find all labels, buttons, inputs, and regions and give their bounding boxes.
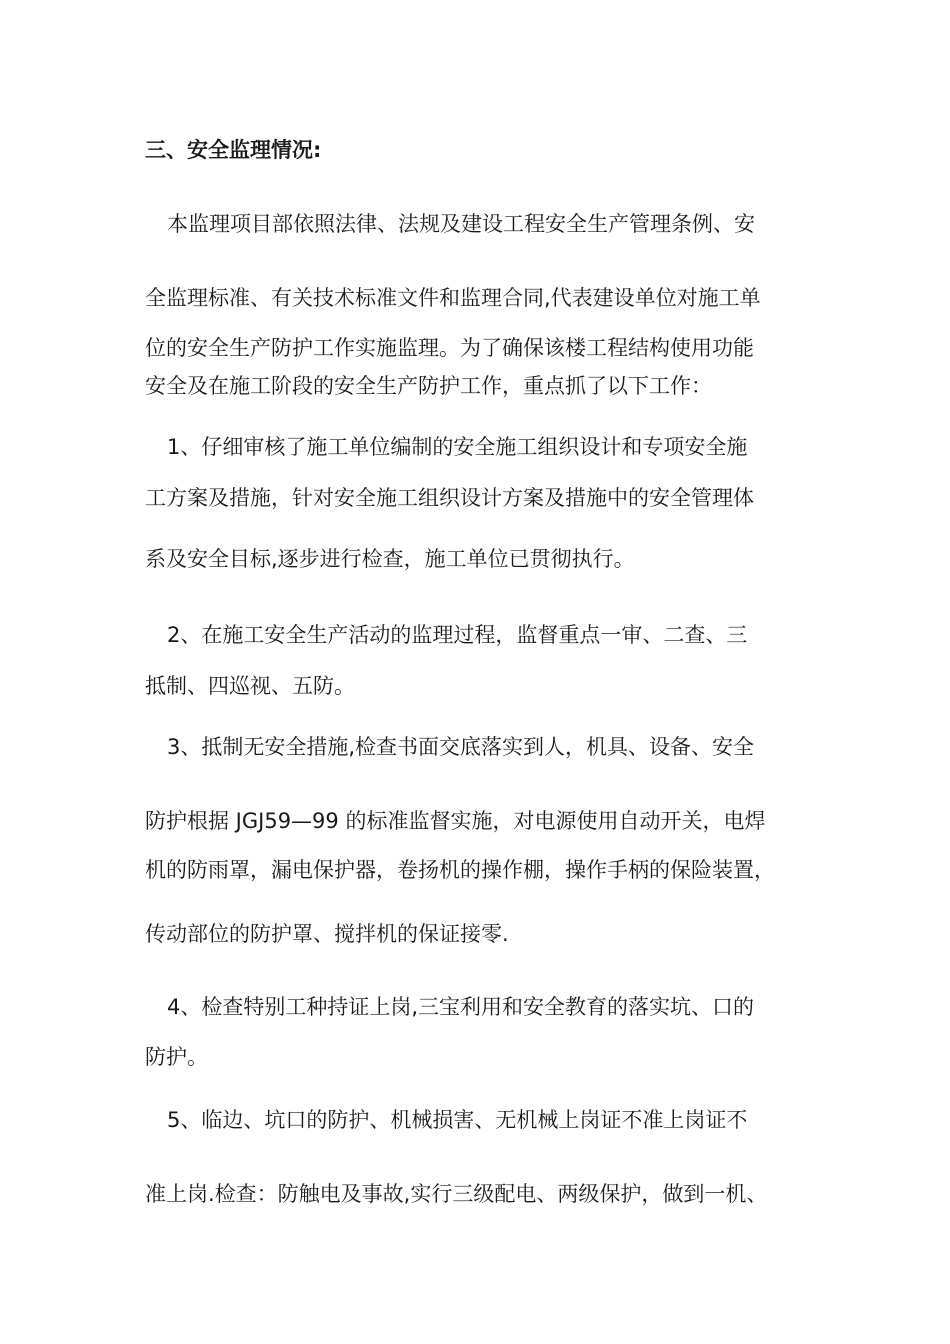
paragraph-line: 传动部位的防护罩、搅拌机的保证接零. <box>145 922 509 946</box>
paragraph-line: 位的安全生产防护工作实施监理。为了确保该楼工程结构使用功能 <box>145 336 754 360</box>
paragraph-line: 抵制、四巡视、五防。 <box>145 674 355 698</box>
paragraph-line: 5、临边、坑口的防护、机械损害、无机械上岗证不准上岗证不 <box>167 1108 748 1132</box>
paragraph-line: 全监理标准、有关技术标准文件和监理合同,代表建设单位对施工单 <box>145 286 761 310</box>
paragraph-line: 1、仔细审核了施工单位编制的安全施工组织设计和专项安全施 <box>167 435 748 459</box>
paragraph-line: 准上岗.检查：防触电及事故,实行三级配电、两级保护，做到一机、 <box>145 1182 768 1206</box>
paragraph-line: 本监理项目部依照法律、法规及建设工程安全生产管理条例、安 <box>167 212 755 236</box>
paragraph-line: 机的防雨罩，漏电保护器，卷扬机的操作棚，操作手柄的保险装置， <box>145 858 775 882</box>
paragraph-line: 安全及在施工阶段的安全生产防护工作，重点抓了以下工作： <box>145 374 712 398</box>
paragraph-line: 2、在施工安全生产活动的监理过程，监督重点一审、二查、三 <box>167 623 748 647</box>
paragraph-line: 防护。 <box>145 1045 208 1069</box>
paragraph-line: 工方案及措施，针对安全施工组织设计方案及措施中的安全管理体 <box>145 486 754 510</box>
section-heading: 三、安全监理情况: <box>145 138 322 162</box>
paragraph-line: 防护根据 JGJ59—99 的标准监督实施，对电源使用自动开关，电焊 <box>145 809 766 833</box>
paragraph-line: 系及安全目标,逐步进行检查，施工单位已贯彻执行。 <box>145 547 635 571</box>
paragraph-line: 4、检查特别工种持证上岗,三宝利用和安全教育的落实坑、口的 <box>167 995 755 1019</box>
paragraph-line: 3、抵制无安全措施,检查书面交底落实到人，机具、设备、安全 <box>167 735 755 759</box>
